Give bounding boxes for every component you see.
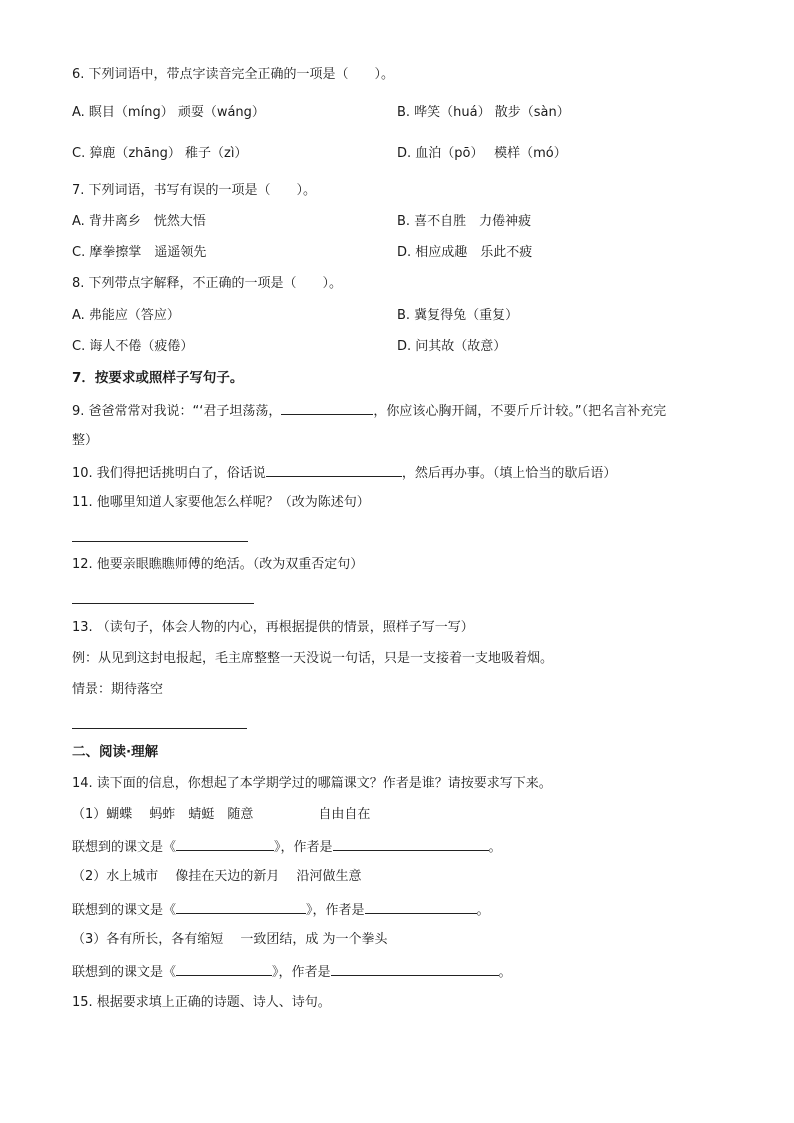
q13-example: 例：从见到这封电报起，毛主席整整一天没说一句话，只是一支接着一支地吸着烟。 — [72, 651, 554, 666]
q13-answer-line[interactable] — [72, 728, 247, 729]
q9-continuation: 整） — [72, 433, 99, 448]
q14-answer-3-lead: 联想到的课文是《 — [72, 965, 177, 980]
q14-answer-3-title-blank[interactable] — [176, 962, 272, 976]
q10-text-end: ，然后再办事。（填上恰当的歇后语） — [401, 466, 617, 481]
section-heading-reading: 二、阅读·理解 — [72, 744, 159, 760]
q14-answer-1-title-blank[interactable] — [176, 837, 274, 851]
q6-option-a: A. 瞑目（míng） 顽耍（wáng） — [72, 105, 265, 120]
q14-answer-2 — [72, 900, 490, 920]
q13-scene: 情景：期待落空 — [72, 682, 164, 697]
q8-option-d: D. 问其故（故意） — [397, 339, 507, 354]
q6-option-c: C. 獐鹿（zhāng） 稚子（zì） — [72, 146, 248, 161]
q9-blank[interactable] — [281, 401, 373, 415]
q14-item-3: （3）各有所长，各有缩短 一致团结，成 为一个拳头 — [72, 932, 388, 947]
q14-answer-2-end: 。 — [476, 903, 490, 918]
q10-text-start: 10. 我们得把话挑明白了，俗话说 — [72, 466, 266, 481]
q8-option-c: C. 诲人不倦（疲倦） — [72, 339, 194, 354]
q9-text-start: 9. 爸爸常常对我说：“‘君子坦荡荡， — [72, 404, 282, 419]
q11-text: 11. 他哪里知道人家要他怎么样呢？（改为陈述句） — [72, 495, 370, 510]
q8-option-b: B. 冀复得兔（重复） — [397, 308, 519, 323]
q14-answer-3-mid: 》，作者是 — [272, 965, 331, 980]
q14-answer-1-author-blank[interactable] — [333, 837, 489, 851]
q7-option-d: D. 相应成趣 乐此不疲 — [397, 245, 533, 260]
q14-answer-2-mid: 》，作者是 — [306, 903, 365, 918]
q14-answer-1-lead: 联想到的课文是《 — [72, 840, 177, 855]
q12-answer-line[interactable] — [72, 603, 254, 604]
q7-option-a: A. 背井离乡 恍然大悟 — [72, 214, 206, 229]
q14-answer-1 — [72, 837, 502, 857]
q9-line — [72, 401, 666, 421]
q12-text: 12. 他要亲眼瞧瞧师傅的绝活。（改为双重否定句） — [72, 557, 364, 572]
section-heading-sentences: 7．按要求或照样子写句子。 — [72, 370, 244, 386]
q9-text-end: ，你应该心胸开阔，不要斤斤计较。”（把名言补充完 — [373, 404, 667, 419]
q14-item-1: （1）蝴蝶 蚂蚱 蜻蜓 随意 自由自在 — [72, 807, 371, 822]
q14-item-2: （2）水上城市 像挂在天边的新月 沿河做生意 — [72, 869, 362, 884]
q14-answer-3-end: 。 — [498, 965, 512, 980]
q13-stem: 13. （读句子，体会人物的内心，再根据提供的情景，照样子写一写） — [72, 620, 474, 635]
q8-option-a: A. 弗能应（答应） — [72, 308, 180, 323]
q15-text: 15. 根据要求填上正确的诗题、诗人、诗句。 — [72, 995, 331, 1010]
q14-answer-2-lead: 联想到的课文是《 — [72, 903, 177, 918]
q7-stem: 7. 下列词语，书写有误的一项是（ ）。 — [72, 183, 317, 198]
q7-option-c: C. 摩拳擦掌 遥遥领先 — [72, 245, 207, 260]
q14-answer-3-author-blank[interactable] — [331, 962, 499, 976]
q14-answer-3 — [72, 962, 512, 982]
q14-answer-2-title-blank[interactable] — [176, 900, 306, 914]
q11-answer-line[interactable] — [72, 541, 248, 542]
q10-line — [72, 463, 616, 483]
q6-option-d: D. 血泊（pō） 模样（mó） — [397, 146, 567, 161]
q8-stem: 8. 下列带点字解释，不正确的一项是（ ）。 — [72, 276, 343, 291]
q6-stem: 6. 下列词语中，带点字读音完全正确的一项是（ ）。 — [72, 67, 395, 82]
q10-blank[interactable] — [266, 463, 402, 477]
q14-answer-2-author-blank[interactable] — [365, 900, 477, 914]
q14-answer-1-mid: 》，作者是 — [274, 840, 333, 855]
q6-option-b: B. 哗笑（huá） 散步（sàn） — [397, 105, 570, 120]
q14-stem: 14. 读下面的信息，你想起了本学期学过的哪篇课文？作者是谁？请按要求写下来。 — [72, 776, 552, 791]
q14-answer-1-end: 。 — [488, 840, 502, 855]
q7-option-b: B. 喜不自胜 力倦神疲 — [397, 214, 532, 229]
